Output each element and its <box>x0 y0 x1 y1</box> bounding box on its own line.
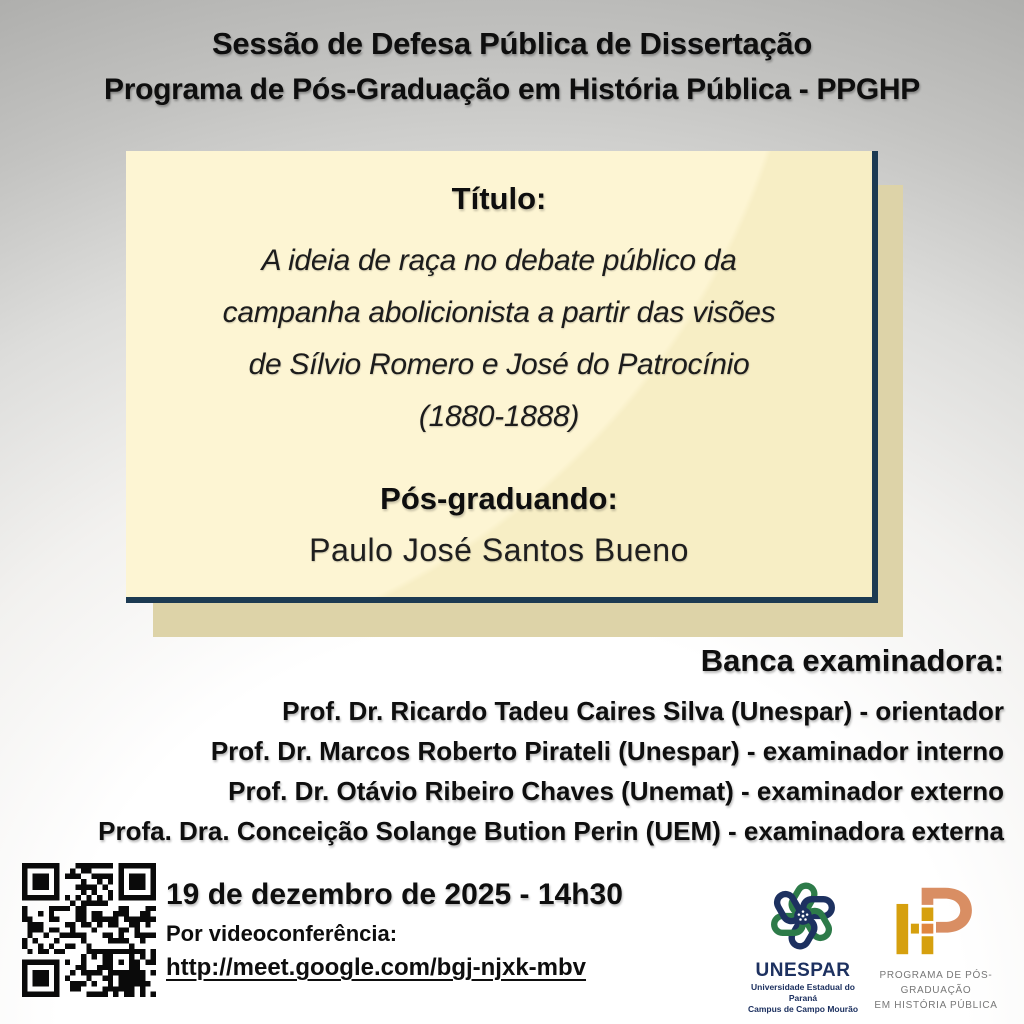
event-datetime: 19 de dezembro de 2025 - 14h30 <box>166 878 623 911</box>
unespar-campus: Campus de Campo Mourão <box>747 1004 859 1014</box>
committee-member: Prof. Dr. Ricardo Tadeu Caires Silva (Unespar) - orientador <box>282 696 1004 726</box>
committee-section <box>98 643 1004 851</box>
program-subtitle: Programa de Pós-Graduação em História Pública - PPGHP <box>103 73 920 106</box>
title-label: Título: <box>451 181 547 216</box>
unespar-subtitle: Universidade Estadual do Paraná <box>751 982 855 1003</box>
committee-member: Prof. Dr. Marcos Roberto Pirateli (Unespar) - examinador interno <box>210 736 1004 766</box>
unespar-emblem-icon <box>761 874 845 958</box>
poster-title: Sessão de Defesa Pública de Dissertação <box>212 26 812 61</box>
ppghp-caption-line2: EM HISTÓRIA PÚBLICA <box>874 1000 998 1011</box>
committee-member: Profa. Dra. Conceição Solange Bution Perin (UEM) - examinadora externa <box>98 816 1004 846</box>
student-label: Pós-graduando: <box>380 481 618 516</box>
unespar-logo <box>746 874 860 1015</box>
hp-monogram-icon <box>891 886 981 956</box>
meet-link[interactable]: http://meet.google.com/bgj-njxk-mbv <box>166 954 587 981</box>
committee-heading: Banca examinadora: <box>700 643 1004 678</box>
unespar-wordmark: UNESPAR <box>755 960 851 981</box>
event-details <box>166 878 623 982</box>
thesis-title <box>126 235 872 443</box>
thesis-card <box>126 151 878 603</box>
videoconference-label: Por videoconferência: <box>166 921 398 946</box>
thesis-title-line: campanha abolicionista a partir das visões <box>222 296 776 329</box>
committee-list <box>98 691 1004 851</box>
poster-header <box>0 26 1024 107</box>
thesis-title-line: (1880-1888) <box>418 400 580 433</box>
ppghp-caption-line1: PROGRAMA DE PÓS-GRADUAÇÃO <box>879 970 993 996</box>
committee-member: Prof. Dr. Otávio Ribeiro Chaves (Unemat) - examinador externo <box>228 776 1004 806</box>
ppghp-logo <box>854 886 1018 1013</box>
qr-code-icon <box>22 863 156 997</box>
thesis-title-line: A ideia de raça no debate público da <box>261 244 737 277</box>
student-name: Paulo José Santos Bueno <box>309 532 689 568</box>
thesis-title-line: de Sílvio Romero e José do Patrocínio <box>248 348 750 381</box>
